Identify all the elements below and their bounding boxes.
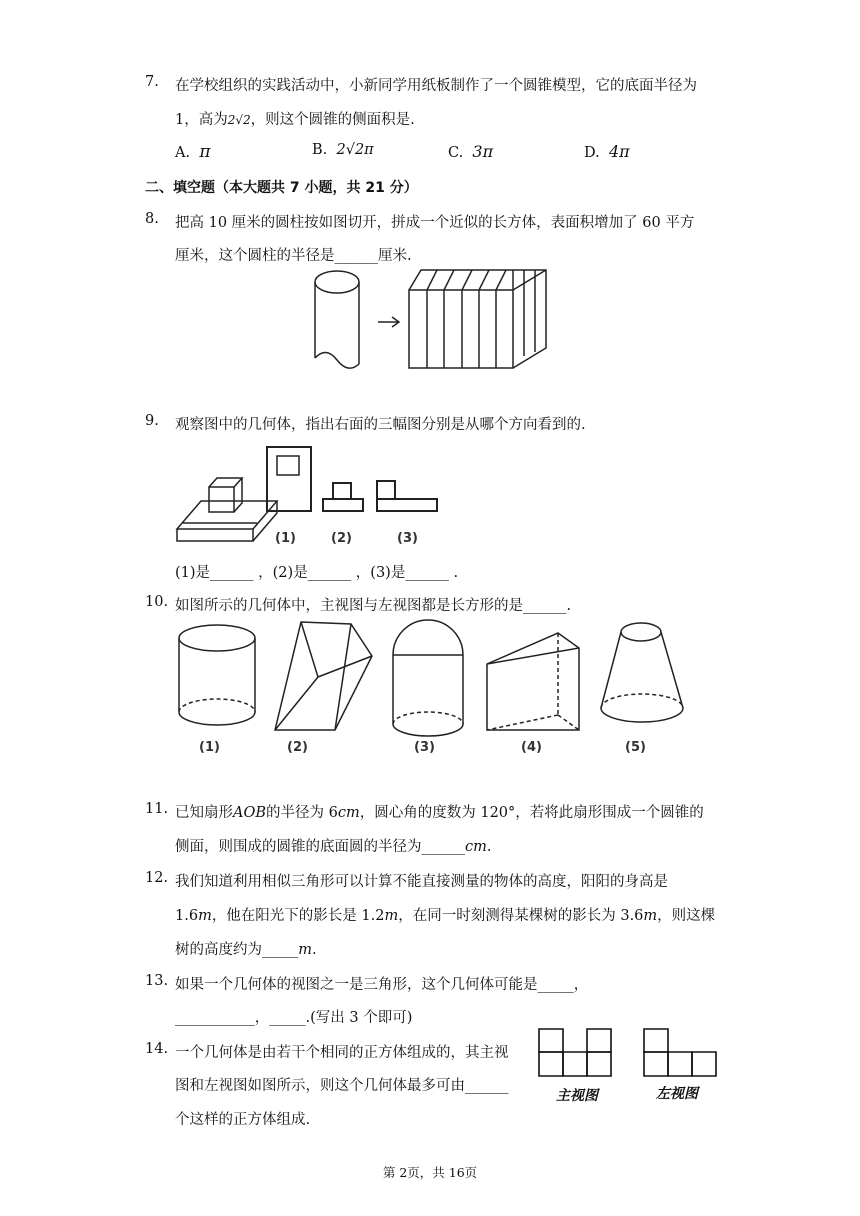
q10-number: 10.	[145, 594, 169, 610]
q7-option-c: C. 3π	[448, 142, 494, 161]
q11-text-line1: 已知扇形AOB的半径为 6cm，圆心角的度数为 120°，若将此扇形围成一个圆锥的	[175, 805, 704, 821]
q9-text-line1: 观察图中的几何体，指出右面的三幅图分别是从哪个方向看到的.	[175, 417, 586, 433]
q13-number: 13.	[145, 973, 169, 989]
q14-number: 14.	[145, 1041, 169, 1057]
q8-text-line2: 厘米，这个圆柱的半径是______厘米.	[175, 248, 412, 264]
section-heading: 二、填空题（本大题共 7 小题，共 21 分）	[145, 180, 418, 196]
q8-figure	[310, 266, 550, 376]
q12-text-line2: 1.6m，他在阳光下的影长是 1.2m，在同一时刻测得某棵树的影长为 3.6m，则这棵	[175, 908, 716, 924]
q7-text-line2: 1，高为2√2，则这个圆锥的侧面积是.	[175, 112, 415, 128]
q14-text-line2: 图和左视图如图所示，则这个几何体最多可由______	[175, 1078, 509, 1094]
q10-label-1: (1)	[199, 740, 220, 755]
q9-label-2: (2)	[331, 531, 352, 546]
q9-label-1: (1)	[275, 531, 296, 546]
q10-label-3: (3)	[414, 740, 435, 755]
q10-label-5: (5)	[625, 740, 646, 755]
q12-text-line1: 我们知道利用相似三角形可以计算不能直接测量的物体的高度，阳阳的身高是	[175, 874, 668, 890]
q10-label-4: (4)	[521, 740, 542, 755]
q9-label-3: (3)	[397, 531, 418, 546]
left-view-label: 左视图	[656, 1086, 698, 1102]
q10-text-line1: 如图所示的几何体中，主视图与左视图都是长方形的是______.	[175, 598, 572, 614]
q8-text-line1: 把高 10 厘米的圆柱按如图切开，拼成一个近似的长方体，表面积增加了 60 平方	[175, 215, 695, 231]
q11-number: 11.	[145, 801, 169, 817]
q14-text-line1: 一个几何体是由若干个相同的正方体组成的，其主视	[175, 1045, 509, 1061]
q8-number: 8.	[145, 211, 159, 227]
cylinder-top	[315, 271, 359, 293]
q7-option-a: A. π	[175, 142, 211, 162]
q14-text-line3: 个这样的正方体组成.	[175, 1112, 311, 1128]
q13-text-line1: 如果一个几何体的视图之一是三角形，这个几何体可能是_____，	[175, 977, 589, 993]
main-view-label: 主视图	[556, 1088, 598, 1104]
q9-answer-line: (1)是______ ，(2)是______ ，(3)是______ .	[175, 565, 459, 581]
q12-number: 12.	[145, 870, 169, 886]
q12-text-line3: 树的高度约为_____m.	[175, 942, 317, 958]
q9-number: 9.	[145, 413, 159, 429]
q9-figure	[175, 443, 445, 543]
q14-figure	[538, 1028, 720, 1078]
q7-option-b: B. 2√2π	[312, 142, 374, 158]
q10-figure	[175, 620, 695, 735]
q7-text-line1: 在学校组织的实践活动中，小新同学用纸板制作了一个圆锥模型，它的底面半径为	[175, 78, 697, 94]
q10-label-2: (2)	[287, 740, 308, 755]
q7-option-d: D. 4π	[584, 142, 630, 161]
q13-text-line2: ___________，_____.(写出 3 个即可)	[175, 1010, 413, 1026]
q11-text-line2: 侧面，则围成的圆锥的底面圆的半径为______cm.	[175, 839, 492, 855]
q7-number: 7.	[145, 74, 159, 90]
page-footer: 第 2页，共 16页	[382, 1165, 478, 1180]
